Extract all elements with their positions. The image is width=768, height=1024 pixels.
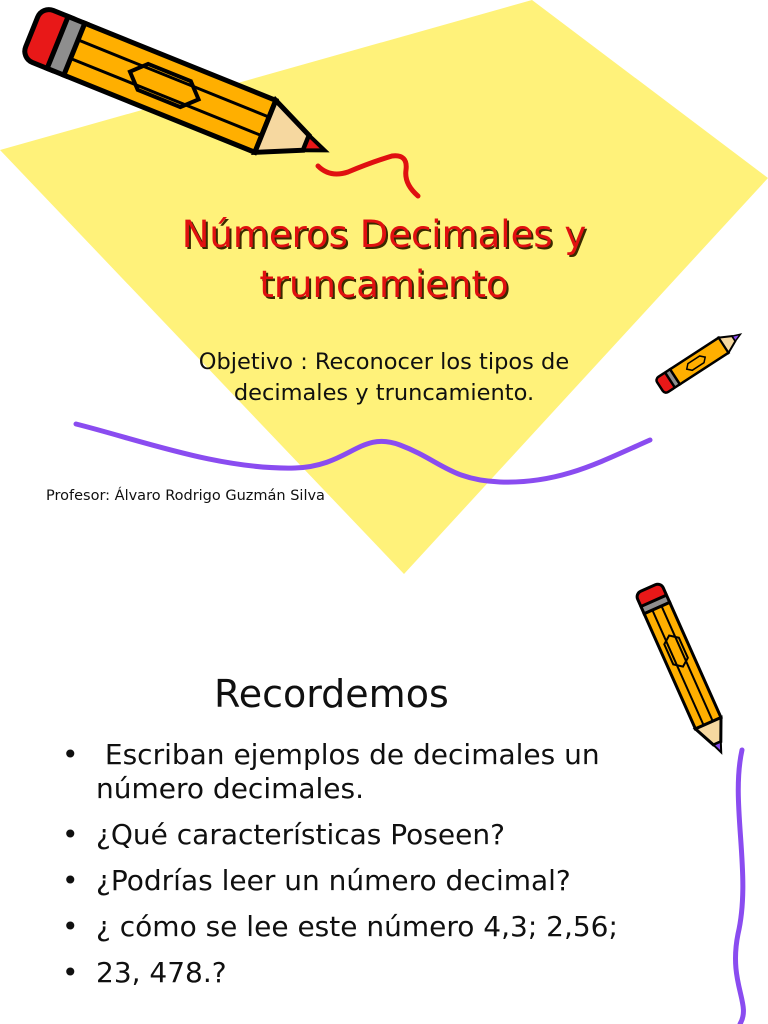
content-slide xyxy=(0,574,768,1024)
professor-name: Profesor: Álvaro Rodrigo Guzmán Silva xyxy=(46,488,325,504)
purple-curve xyxy=(735,750,743,1024)
bullet-marker: • xyxy=(62,818,79,851)
bullet-marker: • xyxy=(62,864,79,897)
objective-text xyxy=(124,347,644,409)
bullet-marker: • xyxy=(62,910,79,943)
bullet-list xyxy=(62,738,702,1002)
title-line-1: Números Decimales y xyxy=(181,213,587,256)
list-item xyxy=(62,956,702,990)
list-item xyxy=(62,818,702,852)
objective-line-1: Objetivo : Reconocer los tipos de xyxy=(198,349,570,375)
objective-line-2: decimales y truncamiento. xyxy=(233,380,535,406)
bullet-marker: • xyxy=(62,956,79,989)
list-item-text: ¿Qué características Poseen? xyxy=(96,818,505,851)
title-line-2: truncamiento xyxy=(259,263,509,306)
list-item-text: ¿Podrías leer un número decimal? xyxy=(96,864,571,897)
pencil-icon xyxy=(655,327,745,394)
slide-heading: Recordemos xyxy=(214,672,449,716)
slide-title xyxy=(84,210,684,310)
list-item xyxy=(62,738,702,806)
list-item-text: Escriban ejemplos de decimales un número decimales. xyxy=(96,738,609,805)
list-item-text: ¿ cómo se lee este número 4,3; 2,56; xyxy=(96,910,618,943)
list-item-text: 23, 478.? xyxy=(96,956,227,989)
pencil-icon xyxy=(635,582,734,758)
bullet-marker: • xyxy=(62,738,79,771)
list-item xyxy=(62,910,702,944)
list-item xyxy=(62,864,702,898)
